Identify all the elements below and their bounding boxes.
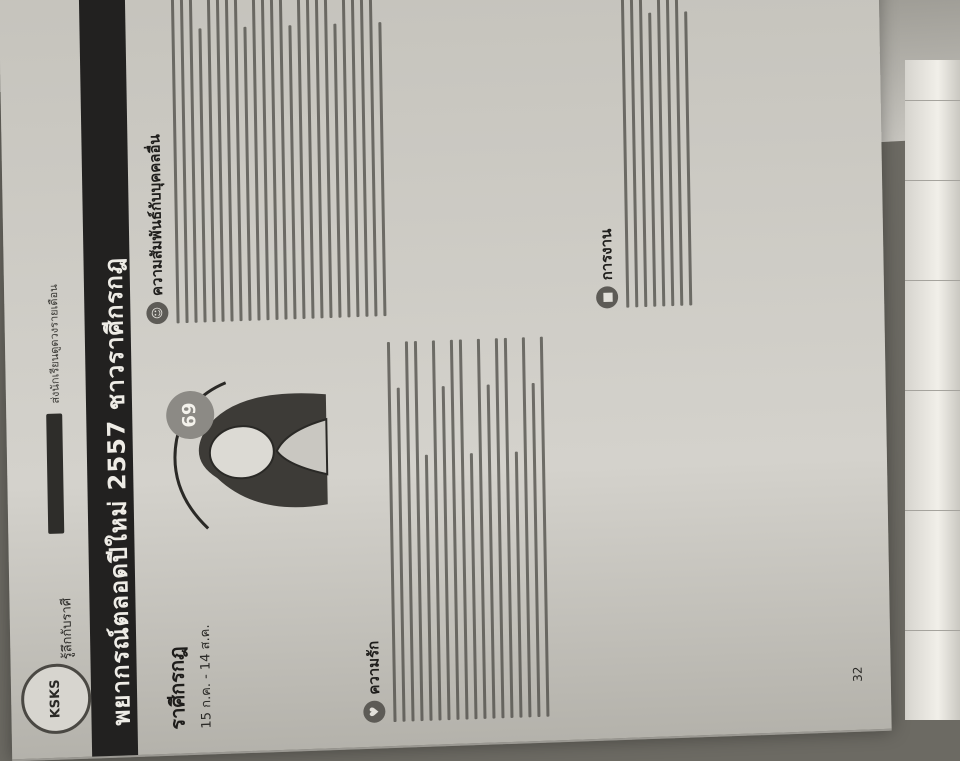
- zodiac-sign-name: ราศีกรกฎ: [164, 646, 190, 731]
- text-line: [169, 0, 179, 323]
- text-line: [504, 338, 514, 718]
- text-line: [350, 0, 359, 317]
- love-section-title: ความรัก: [364, 640, 384, 696]
- relations-section: [137, 0, 392, 325]
- work-section-header: [587, 0, 620, 309]
- text-line: [224, 0, 233, 322]
- relations-section-title: ความสัมพันธ์กับบุคคลอื่น: [145, 133, 167, 297]
- relations-section-body: [169, 0, 386, 323]
- text-line: [322, 0, 332, 318]
- text-line: [268, 0, 278, 320]
- text-line: [277, 0, 287, 320]
- text-line: [243, 27, 251, 321]
- text-line: [205, 0, 215, 322]
- people-icon: ☺: [146, 302, 168, 325]
- text-line: [655, 0, 665, 306]
- briefcase-icon: ■: [596, 286, 618, 309]
- page-number: 32: [850, 666, 865, 683]
- text-line: [673, 0, 683, 306]
- text-line: [405, 341, 415, 721]
- text-line: [540, 337, 550, 717]
- text-line: [295, 0, 305, 319]
- text-line: [637, 0, 647, 307]
- text-line: [367, 0, 377, 316]
- text-line: [459, 339, 469, 719]
- text-line: [340, 0, 350, 317]
- text-line: [442, 386, 451, 720]
- text-line: [358, 0, 368, 317]
- text-line: [495, 338, 505, 718]
- brand-logo-text: KSKS: [47, 679, 64, 719]
- brand-subtitle: รู้ลึกกับราศี: [59, 597, 76, 660]
- text-line: [648, 13, 656, 307]
- text-line: [470, 453, 478, 719]
- text-line: [313, 0, 323, 318]
- text-line: [629, 0, 638, 307]
- text-line: [432, 340, 442, 720]
- text-line: [397, 387, 406, 721]
- text-line: [619, 0, 629, 308]
- love-section-header: [355, 342, 388, 723]
- text-line: [378, 22, 386, 316]
- magazine-page: [40, 25, 960, 760]
- header-tagline: ส่งนักเรียนดูดวงรายเดือน: [46, 284, 62, 404]
- text-line: [333, 24, 341, 318]
- page-header: [7, 0, 91, 735]
- text-line: [532, 383, 541, 717]
- header-bar: [46, 413, 64, 534]
- text-line: [232, 0, 242, 321]
- text-line: [684, 11, 692, 305]
- text-line: [214, 0, 224, 322]
- text-line: [515, 452, 523, 718]
- cancer-woman-illustration: [145, 364, 348, 551]
- text-line: [487, 384, 496, 718]
- text-line: [665, 0, 674, 306]
- page-badge: 69: [166, 390, 215, 440]
- right-column: [137, 0, 864, 325]
- text-line: [425, 455, 433, 721]
- love-section: [355, 336, 556, 723]
- work-section-body: [619, 0, 692, 308]
- zodiac-sign-dates: 15 ก.ค. - 14 ส.ค.: [197, 624, 215, 729]
- article-title: พยากรณ์ตลอดปีใหม่ 2557 ชาวราศีกรกฎ: [99, 256, 136, 727]
- text-line: [522, 337, 532, 717]
- text-line: [387, 342, 397, 722]
- text-line: [187, 0, 197, 323]
- zodiac-sign-box: [159, 578, 217, 730]
- love-section-body: [387, 337, 550, 722]
- work-section: [587, 0, 698, 309]
- text-line: [288, 25, 296, 319]
- text-line: [179, 0, 188, 323]
- relations-section-header: [137, 0, 170, 325]
- text-line: [477, 339, 487, 719]
- heart-icon: ♥: [363, 700, 385, 723]
- left-column: [145, 325, 871, 730]
- text-line: [450, 340, 460, 720]
- text-line: [198, 28, 206, 322]
- work-section-title: การงาน: [596, 228, 616, 281]
- text-line: [250, 0, 260, 321]
- text-line: [414, 341, 424, 721]
- brand-logo: [21, 663, 92, 735]
- text-line: [260, 0, 269, 320]
- text-line: [305, 0, 314, 319]
